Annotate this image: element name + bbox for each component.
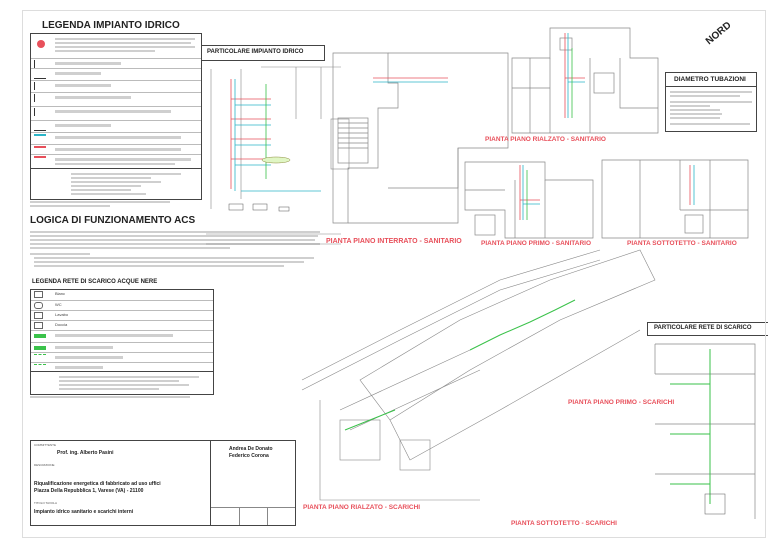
- north-arrow: NORD: [703, 19, 734, 48]
- plan-title-attic-sanitary: PIANTA SOTTOTETTO - SANITARIO: [627, 240, 737, 247]
- legend-row: Lavabo: [31, 310, 213, 321]
- plan-title-ground-sanitary: PIANTA PIANO RIALZATO - SANITARIO: [485, 136, 606, 143]
- basin-icon: [34, 312, 43, 319]
- valve-icon: [34, 94, 47, 102]
- logic-title: LOGICA DI FUNZIONAMENTO ACS: [30, 215, 196, 226]
- legend-row: Doccia: [31, 320, 213, 331]
- legend-row: [31, 154, 201, 169]
- legend-row: WC: [31, 300, 213, 311]
- shower-icon: [34, 322, 43, 329]
- legend-row: [31, 34, 201, 58]
- legend-row: [31, 120, 201, 131]
- plan-title-first-drain: PIANTA PIANO PRIMO - SCARICHI: [568, 399, 675, 406]
- tap-icon: [34, 122, 46, 131]
- student-name: Andrea De Donato: [229, 446, 273, 452]
- valve-icon: [34, 60, 47, 68]
- legend-drain-table: [30, 289, 214, 373]
- pipe-diameter-panel: [665, 72, 757, 132]
- pipe-icon: [34, 156, 46, 166]
- plan-first-sanitary: [445, 160, 595, 240]
- professor-name: Prof. ing. Alberto Pasini: [57, 450, 114, 456]
- student-name: Federico Corona: [229, 453, 269, 459]
- plan-attic-sanitary: [600, 150, 750, 240]
- plan-title-first-sanitary: PIANTA PIANO PRIMO - SANITARIO: [481, 240, 592, 247]
- detail-drain-drawing: [650, 334, 760, 529]
- drain-pipe-icon: [34, 346, 46, 350]
- title-block: COMMITTENTE Prof. ing. Alberto Pasini DESCRIZIONE Riqualificazione energetica di fabbricato ad uso uffici Piazza Della Repubblica 1, Varese (VA) - 21100 TITOLO TAVOLA Impianto idrico sanitario e scarichi interni: [30, 440, 212, 526]
- legend-row: [31, 68, 201, 79]
- project-title: Riqualificazione energetica di fabbricato ad uso uffici Piazza Della Repubblica 1, Varese (VA) - 21100: [34, 481, 161, 494]
- legend-row: Bianc: [31, 290, 213, 300]
- tap-icon: [34, 70, 46, 79]
- wc-icon: [34, 302, 43, 309]
- pipe-diameter-title: DIAMETRO TUBAZIONI: [674, 76, 746, 83]
- plan-title-ground-drain: PIANTA PIANO RIALZATO - SCARICHI: [303, 504, 421, 511]
- drain-pipe-icon: [34, 334, 46, 338]
- legend-row: [31, 92, 201, 103]
- fire-icon: [37, 40, 45, 48]
- plan-title-attic-drain: PIANTA SOTTOTETTO - SCARICHI: [511, 520, 617, 527]
- legend-water-title: LEGENDA IMPIANTO IDRICO: [42, 20, 180, 31]
- plan-title-basement: PIANTA PIANO INTERRATO - SANITARIO: [326, 238, 462, 245]
- detail-drain-header: PARTICOLARE RETE DI SCARICO: [647, 322, 768, 336]
- plan-ground-sanitary: [510, 18, 660, 136]
- sink-icon: [34, 291, 43, 298]
- legend-drain-title: LEGENDA RETE DI SCARICO ACQUE NERE: [32, 279, 158, 285]
- legend-row: [31, 132, 201, 143]
- drawing-title: Impianto idrico sanitario e scarichi interni: [34, 509, 134, 515]
- title-block-students: [210, 440, 296, 526]
- valve-icon: [34, 108, 47, 116]
- legend-water-table: [30, 33, 202, 169]
- plan-first-drain: [300, 240, 660, 530]
- legend-drain-note: [30, 371, 214, 395]
- pipe-icon: [34, 134, 46, 144]
- detail-water-header: PARTICOLARE IMPIANTO IDRICO: [201, 45, 325, 61]
- legend-row: [31, 80, 201, 91]
- legend-row: [31, 106, 201, 117]
- legend-water-sublist: [30, 168, 202, 200]
- valve-icon: [34, 82, 47, 90]
